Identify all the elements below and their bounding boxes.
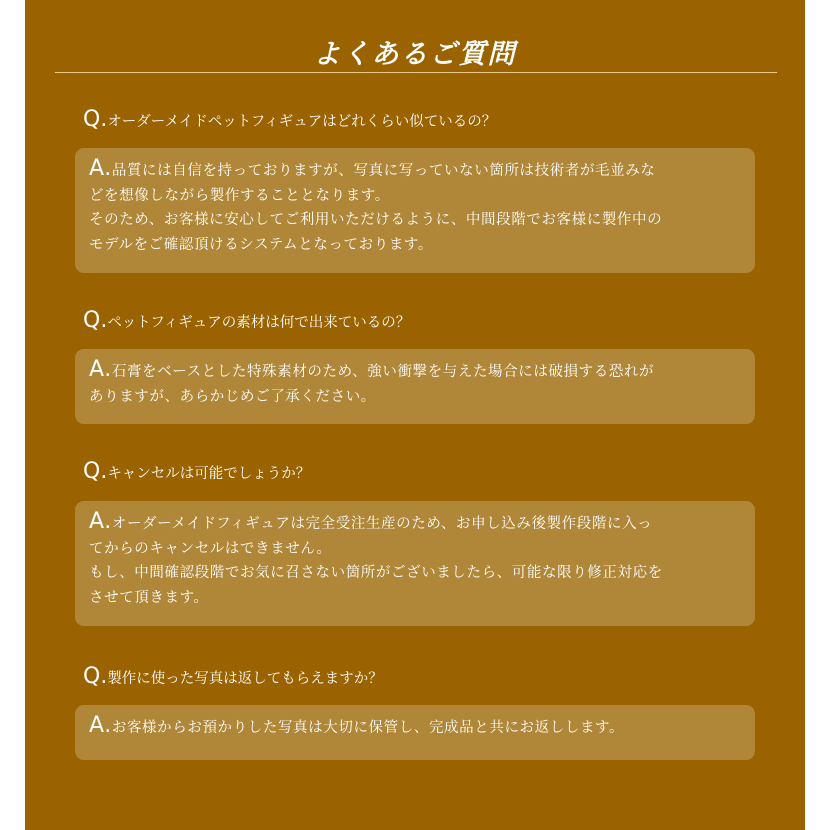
answer-line: どを想像しながら製作することとなります。 xyxy=(89,187,390,204)
faq-answer-4 xyxy=(75,705,755,760)
faq-title: よくあるご質問 xyxy=(313,39,517,70)
answer-line: もし、中間確認段階でお気に召さない箇所がございましたら、可能な限り修正対応を xyxy=(89,565,663,581)
question-mark-label: Q. xyxy=(83,459,108,484)
faq-panel xyxy=(25,0,805,830)
answer-mark-label: A. xyxy=(89,509,112,534)
answer-line: ありますが、あらかじめご了承ください。 xyxy=(89,388,376,405)
faq-question-2 xyxy=(83,308,410,333)
question-text: ペットフィギュアの素材は何で出来ているの？ xyxy=(107,315,411,331)
answer-line: A.オーダーメイドフィギュアは完全受注生産のため、お申し込み後製作段階に入っ xyxy=(89,509,653,534)
title-divider xyxy=(55,72,777,73)
question-mark-label: Q. xyxy=(83,664,108,689)
answer-line: させて頂きます。 xyxy=(89,589,209,606)
answer-mark-label: A. xyxy=(89,357,112,382)
answer-line: A.お客様からお預かりした写真は大切に保管し、完成品と共にお返しします。 xyxy=(89,713,625,738)
answer-mark-label: A. xyxy=(89,713,112,738)
question-text: 製作に使った写真は返してもらえますか？ xyxy=(107,671,383,687)
answer-line: てからのキャンセルはできません。 xyxy=(89,540,332,557)
answer-line: A.石膏をベースとした特殊素材のため、強い衝撃を与えた場合には破損する恐れが xyxy=(89,357,655,382)
answer-line: モデルをご確認頂けるシステムとなっております。 xyxy=(89,236,433,253)
question-text: キャンセルは可能でしょうか？ xyxy=(107,466,311,482)
faq-answer-1 xyxy=(75,148,755,273)
answer-mark-label: A. xyxy=(89,156,112,181)
question-mark-label: Q. xyxy=(83,107,108,132)
faq-answer-2 xyxy=(75,349,755,424)
faq-answer-3 xyxy=(75,501,755,626)
question-text: オーダーメイドペットフィギュアはどれくらい似ているの？ xyxy=(107,114,497,130)
question-mark-label: Q. xyxy=(83,308,108,333)
faq-question-3 xyxy=(83,459,310,484)
faq-question-1 xyxy=(83,107,496,132)
faq-question-4 xyxy=(83,664,383,689)
answer-line: A.品質には自信を持っておりますが、写真に写っていない箇所は技術者が毛並みな xyxy=(89,156,656,181)
answer-line: そのため、お客様に安心してご利用いただけるように、中間段階でお客様に製作中の xyxy=(89,212,663,228)
